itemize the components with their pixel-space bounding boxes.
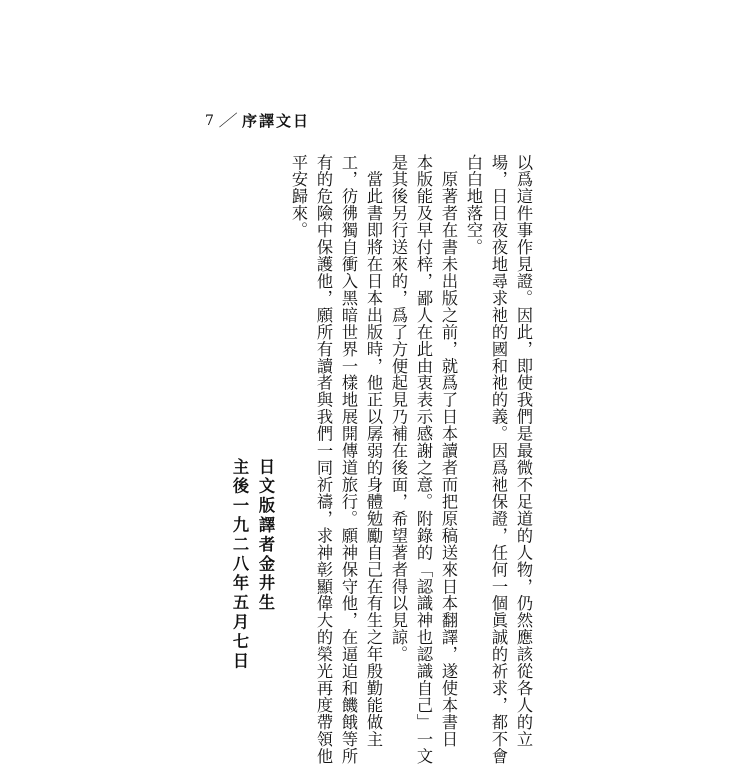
text-column-1: 以爲這件事作見證。因此，即使我們是最微不足道的人物，仍然應該從各人的立: [514, 154, 533, 748]
running-title: 序譯文日: [241, 111, 310, 130]
text-column-7: 當此書即將在日本出版時，他正以孱弱的身體勉勵自己在有生之年殷勤能做主: [364, 154, 383, 748]
text-column-2: 場，日日夜夜地尋求祂的國和祂的義。因爲祂保證，任何一個眞誠的祈求，都不會: [489, 154, 508, 765]
text-column-8: 工，彷彿獨自衝入黑暗世界一樣地展開傳道旅行。願神保守他，在逼迫和饑餓等所: [339, 154, 358, 765]
header-separator: ／: [218, 111, 239, 130]
page-header: [205, 110, 310, 132]
text-column-9: 有的危險中保護他，願所有讀者與我們一同祈禱，求神彰顯偉大的榮光再度帶領他: [314, 154, 333, 765]
text-column-4: 原著者在書未出版之前，就爲了日本讀者而把原稿送來日本翻譯，遂使本書日: [439, 154, 458, 748]
translator-signature: 日文版譯者金井生: [256, 458, 275, 614]
text-column-10: 平安歸來。: [289, 154, 308, 239]
signature-date: 主後一九二八年五月七日: [230, 458, 249, 672]
text-column-6: 是其後另行送來的，爲了方便起見乃補在後面，希望著者得以見諒。: [389, 154, 408, 663]
text-column-3: 白白地落空。: [464, 154, 483, 256]
text-column-5: 本版能及早付梓，鄙人在此由衷表示感謝之意。附錄的「認識神也認識自己」一文: [414, 154, 433, 765]
page-number: 7: [205, 113, 214, 129]
